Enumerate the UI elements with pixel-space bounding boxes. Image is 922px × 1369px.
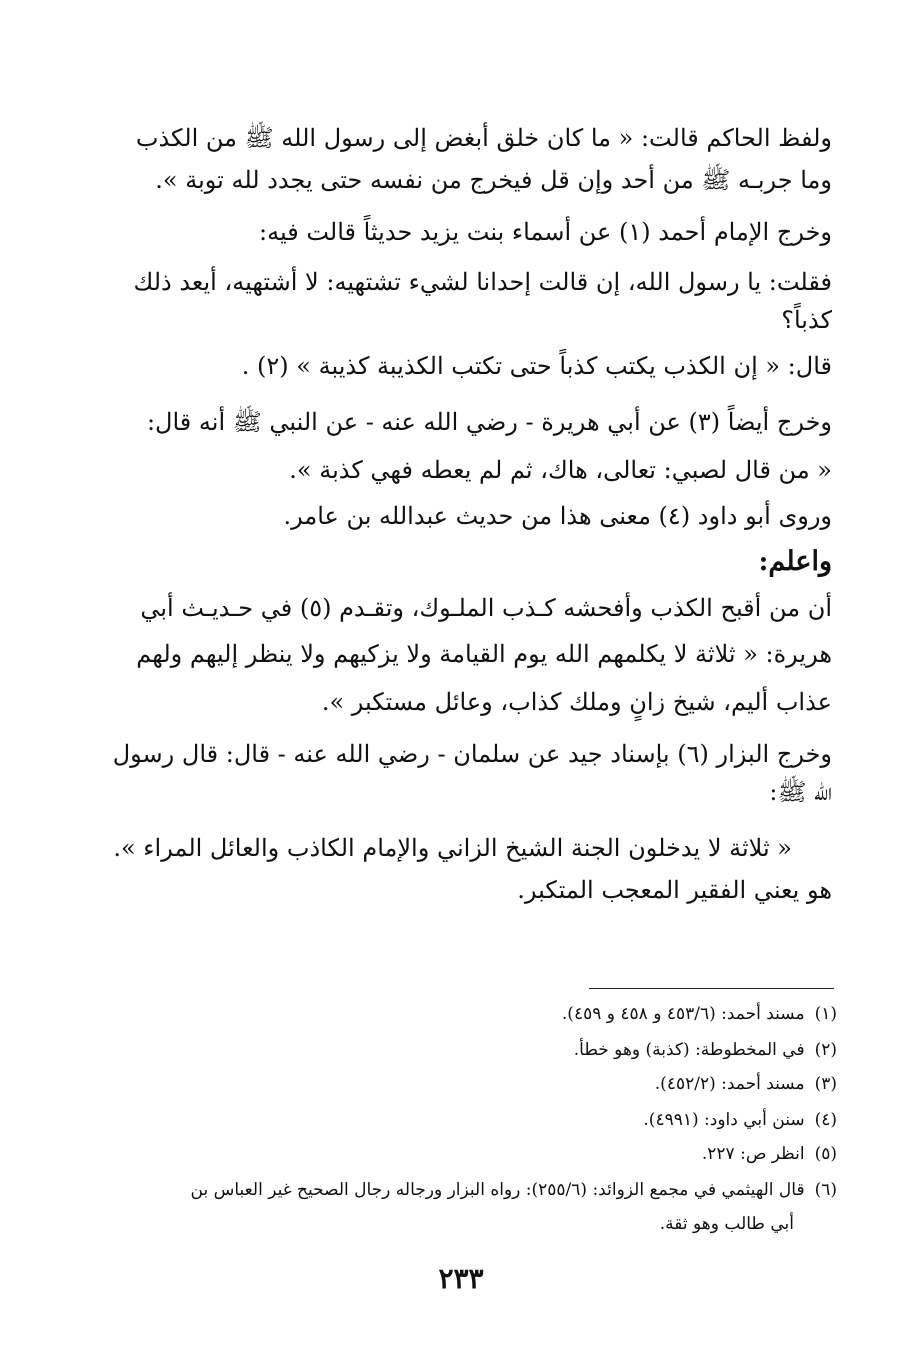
body-line-1: ولفظ الحاكم قالت: « ما كان خلق أبغض إلى رسول الله ﷺ من الكذب <box>135 124 832 152</box>
body-line-2: وما جربـه ﷺ من أحد وإن قل فيخرج من نفسه حتى يجدد لله توبة ». <box>155 166 832 194</box>
footnote-text: مسند أحمد: (٤٥٣/٦ و ٤٥٨ و ٤٥٩). <box>561 1004 805 1024</box>
footnote-number: (٣) <box>814 1074 837 1094</box>
footnote-4 <box>67 1106 837 1134</box>
footnote-number: (٦) <box>814 1180 837 1200</box>
body-line-16: « ثلاثة لا يدخلون الجنة الشيخ الزاني والإمام الكاذب والعائل المراء ». <box>113 834 792 862</box>
body-line-17: هو يعني الفقير المعجب المتكبر. <box>517 876 832 904</box>
footnote-6-continuation: أبي طالب وهو ثقة. <box>659 1214 794 1234</box>
footnote-number: (٤) <box>814 1110 837 1130</box>
footnote-text: انظر ص: ٢٢٧. <box>701 1144 805 1164</box>
body-line-4: فقلت: يا رسول الله، إن قالت إحدانا لشيء تشتهيه: لا أشتهيه، أيعد ذلك <box>133 268 832 296</box>
section-heading: واعلم: <box>758 546 832 577</box>
footnote-number: (١) <box>814 1004 837 1024</box>
body-line-12: هريرة: « ثلاثة لا يكلمهم الله يوم القيامة ولا يزكيهم ولا ينظر إليهم ولهم <box>136 640 832 668</box>
footnote-number: (٢) <box>814 1040 837 1060</box>
footnote-number: (٥) <box>814 1144 837 1164</box>
body-line-9: وروى أبو داود (٤) معنى هذا من حديث عبدالله بن عامر. <box>283 502 832 530</box>
footnote-1 <box>67 1000 837 1028</box>
body-line-11: أن من أقبح الكذب وأفحشه كـذب الملـوك، وتقـدم (٥) في حـديـث أبي <box>140 594 832 622</box>
footnote-3 <box>67 1070 837 1098</box>
body-line-6: قال: « إن الكذب يكتب كذباً حتى تكتب الكذيبة كذيبة » (٢) . <box>241 352 832 380</box>
body-line-15: الله ﷺ: <box>769 778 832 806</box>
page-number: ٢٣٣ <box>438 1262 484 1295</box>
footnote-text: سنن أبي داود: (٤٩٩١). <box>643 1110 805 1130</box>
body-line-8: « من قال لصبي: تعالى، هاك، ثم لم يعطه فهي كذبة ». <box>289 456 832 484</box>
body-line-3: وخرج الإمام أحمد (١) عن أسماء بنت يزيد حديثاً قالت فيه: <box>259 218 832 246</box>
footnote-5 <box>67 1140 837 1168</box>
footnote-text: في المخطوطة: (كذبة) وهو خطأ. <box>573 1040 805 1060</box>
body-line-14: وخرج البزار (٦) بإسناد جيد عن سلمان - رضي الله عنه - قال: قال رسول <box>112 740 832 768</box>
footnote-divider <box>589 988 834 989</box>
footnote-2 <box>67 1036 837 1064</box>
footnote-6 <box>67 1176 837 1204</box>
body-line-13: عذاب أليم، شيخ زانٍ وملك كذاب، وعائل مستكبر ». <box>321 688 832 716</box>
body-line-7: وخرج أيضاً (٣) عن أبي هريرة - رضي الله عنه - عن النبي ﷺ أنه قال: <box>146 408 832 436</box>
footnote-text: قال الهيثمي في مجمع الزوائد: (٢٥٥/٦): رواه البزار ورجاله رجال الصحيح غير العباس بن <box>190 1180 805 1200</box>
body-line-5: كذباً؟ <box>781 306 832 334</box>
footnote-text: مسند أحمد: (٤٥٢/٢). <box>654 1074 805 1094</box>
